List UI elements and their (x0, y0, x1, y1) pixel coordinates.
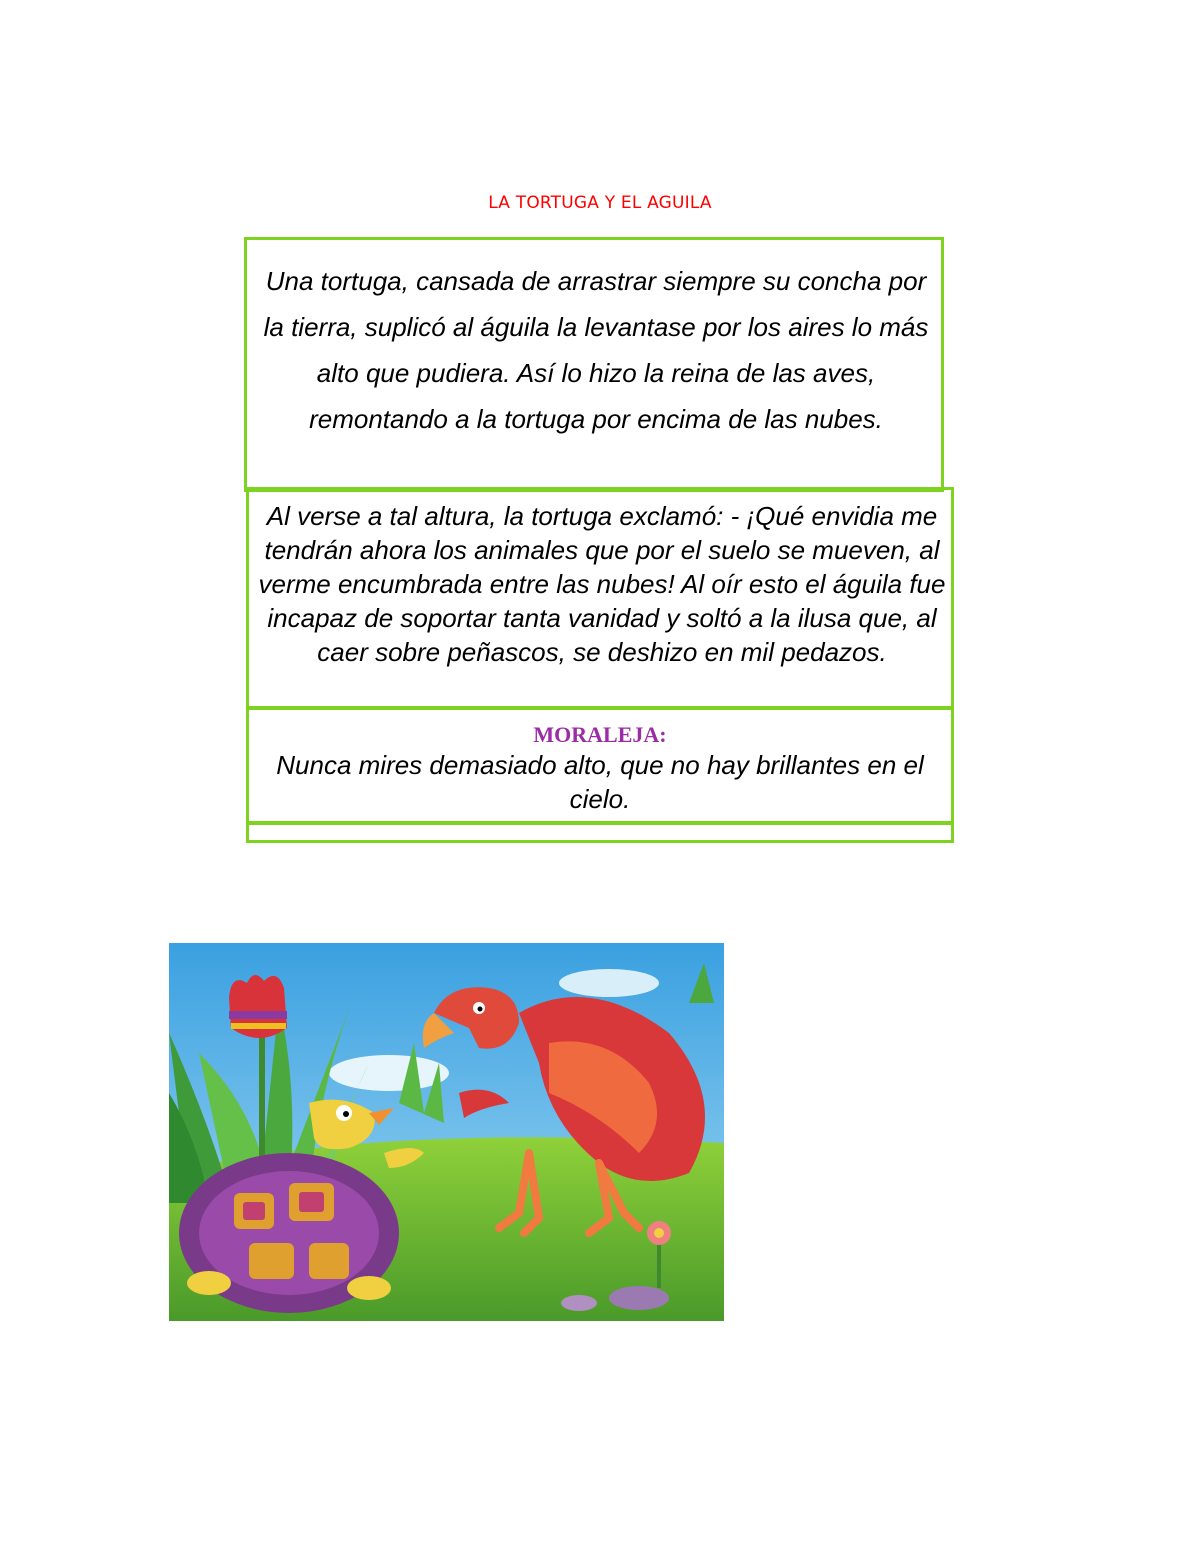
empty-box (246, 822, 954, 843)
story-title: LA TORTUGA Y EL AGUILA (488, 193, 712, 213)
moral-label: MORALEJA: (533, 722, 667, 747)
illustration-svg (169, 943, 724, 1321)
story-illustration (169, 943, 724, 1321)
story-paragraph-1: Una tortuga, cansada de arrastrar siempre su concha por la tierra, suplicó al águila la levantase por los aires lo más alto que pudiera. Así lo hizo la reina de las aves, remontando a la tortuga por encima de las nubes. (263, 266, 929, 434)
moral-text: Nunca mires demasiado alto, que no hay brillantes en el cielo. (276, 750, 924, 814)
story-paragraph-2: Al verse a tal altura, la tortuga exclamó: - ¡Qué envidia me tendrán ahora los animales que por el suelo se mueven, al verme encumbrada entre las nubes! Al oír esto el águila fue incapaz de soportar tanta vanidad y soltó a la ilusa que, al caer sobre peñascos, se deshizo en mil pedazos. (258, 501, 946, 667)
